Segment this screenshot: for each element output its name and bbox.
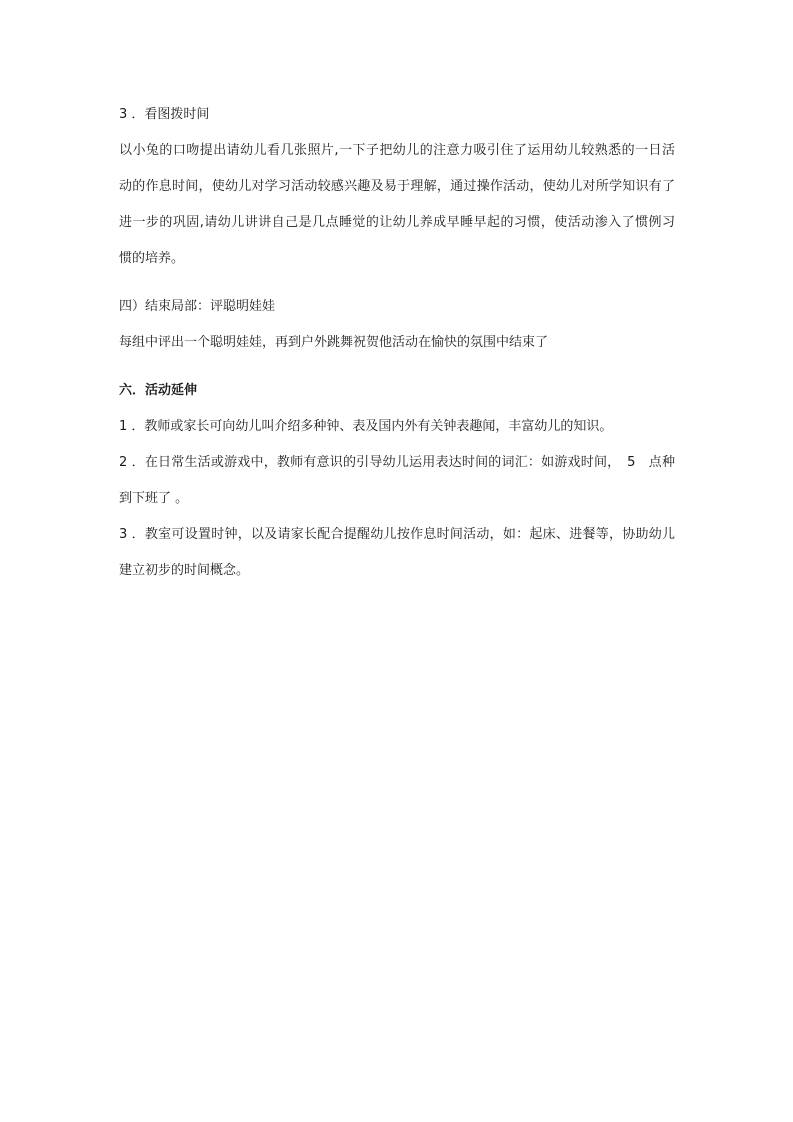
paragraph-line: 动的作息时间，使幼儿对学习活动较感兴趣及易于理解，通过操作活动，使幼儿对所学知识有了 bbox=[119, 179, 675, 194]
section-heading-activity-extension: 六．活动延伸 bbox=[119, 383, 198, 398]
list-item: 3 ．教室可设置时钟，以及请家长配合提醒幼儿按作息时间活动，如：起床、进餐等，协助幼儿 bbox=[119, 527, 675, 542]
paragraph-line: 惯的培养。 bbox=[119, 251, 185, 266]
document-content bbox=[119, 104, 675, 581]
list-item-continuation: 到下班了 。 bbox=[119, 491, 189, 506]
list-item: 2 ．在日常生活或游戏中，教师有意识的引导幼儿运用表达时间的词汇：如游戏时间， 5 点种 bbox=[119, 455, 675, 470]
section-heading-ending: 四）结束局部：评聪明娃娃 bbox=[119, 299, 276, 314]
paragraph-ending: 每组中评出一个聪明娃娃，再到户外跳舞祝贺他活动在愉快的氛围中结束了 bbox=[119, 335, 549, 350]
list-item-continuation: 建立初步的时间概念。 bbox=[119, 563, 250, 578]
section-heading-see-picture-set-time: 3 ．看图拨时间 bbox=[119, 107, 210, 122]
list-item: 1 ．教师或家长可向幼儿叫介绍多种钟、表及国内外有关钟表趣闻，丰富幼儿的知识。 bbox=[119, 419, 613, 434]
paragraph-line: 以小兔的口吻提出请幼儿看几张照片,一下子把幼儿的注意力吸引住了运用幼儿较熟悉的一日活 bbox=[119, 143, 675, 158]
paragraph-line: 进一步的巩固,请幼儿讲讲自己是几点睡觉的让幼儿养成早睡早起的习惯，使活动渗入了惯例习 bbox=[119, 215, 675, 230]
